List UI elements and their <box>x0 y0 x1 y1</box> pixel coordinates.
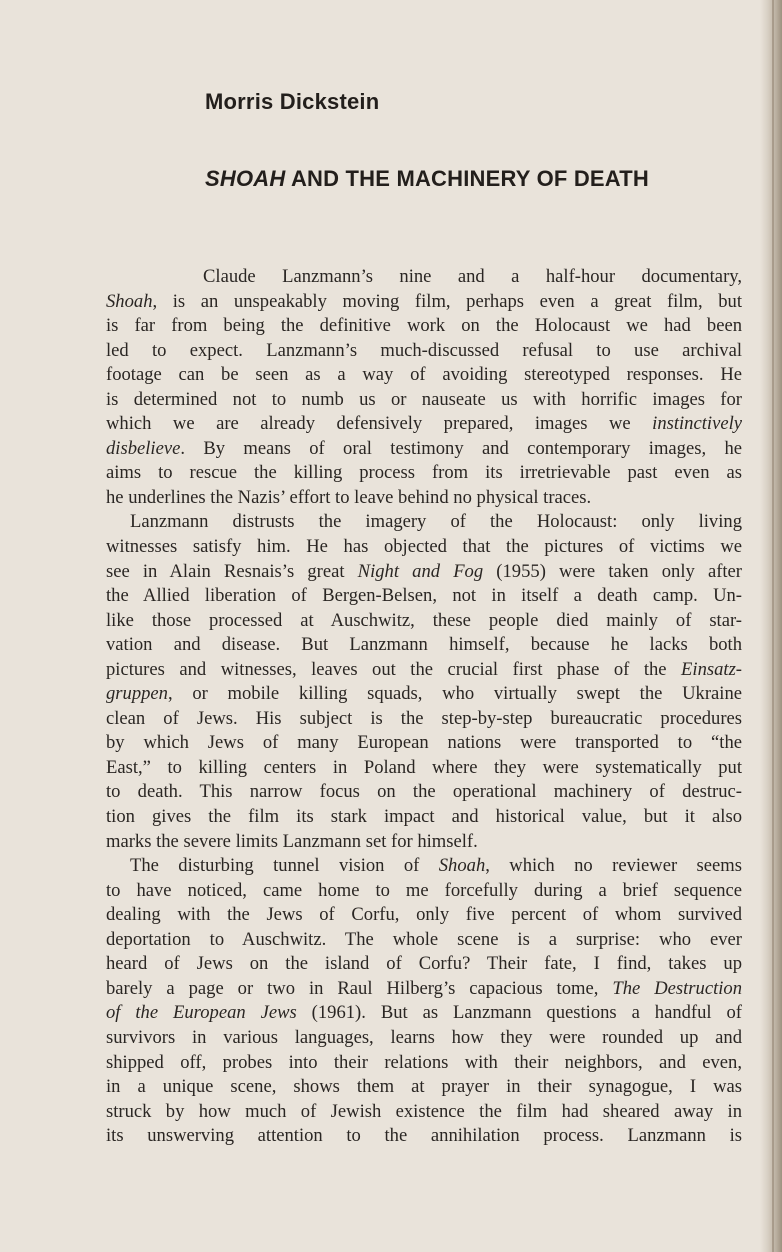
text-line: see in Alain Resnais’s great Night and Fog (1955) were taken only after <box>106 560 742 582</box>
text-line: the Allied liberation of Bergen-Belsen, not in itself a death camp. Un- <box>106 585 742 607</box>
text-line: to death. This narrow focus on the operational machinery of destruc- <box>106 781 742 803</box>
text-line: Claude Lanzmann’s nine and a half-hour documentary, <box>203 266 742 287</box>
body-text <box>106 265 742 1149</box>
text-line: like those processed at Auschwitz, these people died mainly of star- <box>106 609 742 631</box>
text-line: tion gives the film its stark impact and historical value, but it also <box>106 806 742 828</box>
text-line: by which Jews of many European nations were transported to “the <box>106 732 742 754</box>
text-line: of the European Jews (1961). But as Lanzmann questions a handful of <box>106 1002 742 1024</box>
text-line: which we are already defensively prepared, images we instinctively <box>106 413 742 435</box>
text-line: Lanzmann distrusts the imagery of the Holocaust: only living <box>130 511 742 533</box>
text-line: footage can be seen as a way of avoiding stereotyped responses. He <box>106 364 742 386</box>
text-line: disbelieve. By means of oral testimony and contemporary images, he <box>106 437 742 459</box>
text-line: its unswerving attention to the annihilation process. Lanzmann is <box>106 1125 742 1147</box>
text-line: clean of Jews. His subject is the step-by-step bureaucratic procedures <box>106 707 742 729</box>
chapter-title-rest: AND THE MACHINERY OF DEATH <box>290 166 649 191</box>
text-line: deportation to Auschwitz. The whole scene is a surprise: who ever <box>106 928 742 950</box>
text-line: dealing with the Jews of Corfu, only five percent of whom survived <box>106 904 742 926</box>
text-line: witnesses satisfy him. He has objected that the pictures of victims we <box>106 536 742 558</box>
chapter-title <box>205 166 649 192</box>
text-line: Shoah, is an unspeakably moving film, perhaps even a great film, but <box>106 290 742 312</box>
text-line: marks the severe limits Lanzmann set for himself. <box>106 830 478 852</box>
page-binding-edge <box>760 0 782 1252</box>
text-line: barely a page or two in Raul Hilberg’s capacious tome, The Destruction <box>106 977 743 999</box>
text-line: The disturbing tunnel vision of Shoah, which no reviewer seems <box>130 855 742 877</box>
text-line: vation and disease. But Lanzmann himself, because he lacks both <box>106 634 742 656</box>
page-edge-line <box>772 0 774 1252</box>
author-name: Morris Dickstein <box>205 89 380 114</box>
text-line: shipped off, probes into their relations with their neighbors, and even, <box>106 1051 742 1073</box>
text-line: in a unique scene, shows them at prayer in their synagogue, I was <box>106 1076 742 1098</box>
text-line: is determined not to numb us or nauseate us with horrific images for <box>106 388 742 410</box>
chapter-title-film: SHOAH <box>205 166 286 191</box>
text-line: struck by how much of Jewish existence the film had sheared away in <box>106 1100 742 1122</box>
text-line: survivors in various languages, learns how they were rounded up and <box>106 1026 742 1048</box>
text-line: he underlines the Nazis’ effort to leave behind no physical traces. <box>106 486 592 508</box>
text-line: gruppen, or mobile killing squads, who virtually swept the Ukraine <box>106 683 742 705</box>
text-line: East,” to killing centers in Poland where they were systematically put <box>106 756 742 778</box>
text-line: led to expect. Lanzmann’s much-discussed refusal to use archival <box>106 339 742 361</box>
text-line: pictures and witnesses, leaves out the crucial first phase of the Einsatz- <box>106 658 742 680</box>
text-line: heard of Jews on the island of Corfu? Their fate, I find, takes up <box>106 953 742 975</box>
text-line: is far from being the definitive work on the Holocaust we had been <box>106 315 742 337</box>
text-line: to have noticed, came home to me forcefully during a brief sequence <box>106 879 742 901</box>
text-line: aims to rescue the killing process from its irretrievable past even as <box>106 462 742 484</box>
